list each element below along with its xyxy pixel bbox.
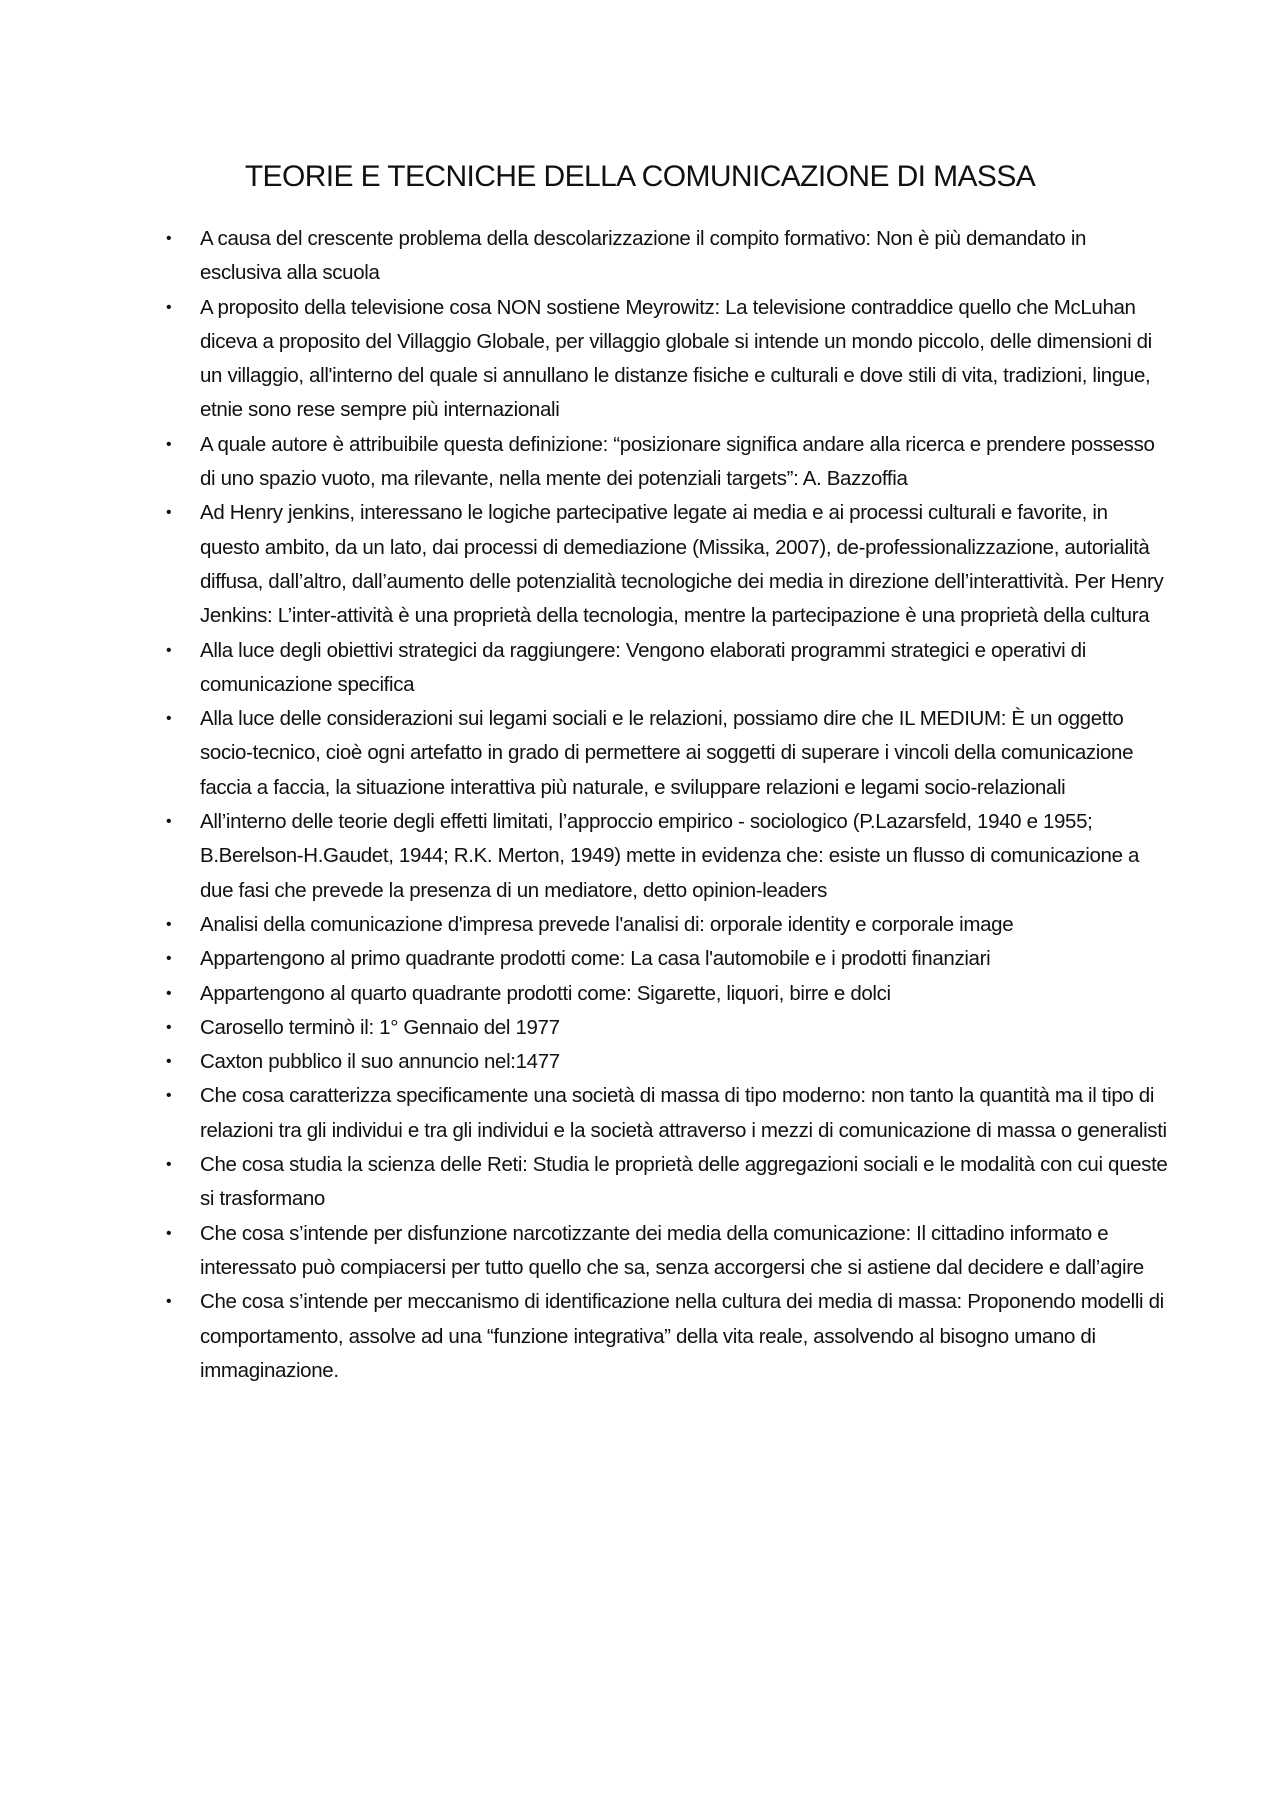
bullet-icon: • — [166, 813, 172, 831]
list-item — [166, 1148, 1170, 1217]
list-item — [166, 1285, 1170, 1388]
list-item-text: Che cosa studia la scienza delle Reti: Studia le proprietà delle aggregazioni sociali e le modalità con cui queste si trasformano — [200, 1153, 1168, 1211]
bullet-icon: • — [166, 1293, 172, 1311]
bullet-icon: • — [166, 950, 172, 968]
bullet-icon: • — [166, 504, 172, 522]
list-item — [166, 1079, 1170, 1148]
bullet-icon: • — [166, 435, 172, 453]
list-item-text: A causa del crescente problema della descolarizzazione il compito formativo: Non è più demandato in esclusiva alla scuola — [200, 227, 1087, 285]
bullet-icon: • — [166, 1224, 172, 1242]
list-item-text: Ad Henry jenkins, interessano le logiche partecipative legate ai media e ai processi culturali e favorite, in questo ambito, da un lato, dai processi di demediazione (Missika, 2007), de-professionalizzazione, autorialità diffusa, dall’altro, dall’aumento delle potenzialità tecnologiche dei media in direzione dell’interattività. Per Henry Jenkins: L’inter-attività è una proprietà della tecnologia, mentre la partecipazione è una proprietà della cultura — [200, 501, 1164, 628]
list-item — [166, 1011, 1170, 1045]
list-item — [166, 1217, 1170, 1286]
document-title: TEORIE E TECNICHE DELLA COMUNICAZIONE DI MASSA — [244, 160, 1036, 193]
list-item — [166, 805, 1170, 908]
list-item-text: A quale autore è attribuibile questa definizione: “posizionare significa andare alla ricerca e prendere possesso di uno spazio vuoto, ma rilevante, nella mente dei potenziali targets”: A. Bazzoffia — [200, 432, 1155, 491]
bullet-icon: • — [166, 641, 172, 659]
list-item — [166, 634, 1170, 703]
bullet-icon: • — [166, 298, 172, 316]
list-item-text: Che cosa s’intende per disfunzione narcotizzante dei media della comunicazione: Il cittadino informato e interessato può compiacersi per tutto quello che sa, senza accorgersi che si astiene dal decidere e dall’agire — [200, 1221, 1144, 1279]
list-item-text: Analisi della comunicazione d'impresa prevede l'analisi di: orporale identity e corporale image — [200, 912, 1014, 936]
list-item — [166, 702, 1170, 805]
list-item-text: Caxton pubblico il suo annuncio nel:1477 — [200, 1050, 560, 1074]
list-item — [166, 942, 1170, 976]
list-item — [166, 291, 1170, 428]
bullet-icon: • — [166, 1018, 172, 1036]
bullet-icon: • — [166, 1156, 172, 1174]
list-item-text: Carosello terminò il: 1° Gennaio del 1977 — [200, 1015, 560, 1039]
bullet-icon: • — [166, 1053, 172, 1071]
list-item-text: Appartengono al quarto quadrante prodotti come: Sigarette, liquori, birre e dolci — [200, 981, 891, 1005]
bullet-icon: • — [166, 1087, 172, 1105]
list-item — [166, 496, 1170, 633]
list-item — [166, 908, 1170, 942]
list-item-text: A proposito della televisione cosa NON sostiene Meyrowitz: La televisione contraddice quello che McLuhan diceva a proposito del Villaggio Globale, per villaggio globale si intende un mondo piccolo, delle dimensioni di un villaggio, all'interno del quale si annullano le distanze fisiche e culturali e dove stili di vita, tradizioni, lingue, etnie sono rese sempre più internazionali — [200, 295, 1152, 422]
bullet-icon: • — [166, 710, 172, 728]
list-item-text: Alla luce degli obiettivi strategici da raggiungere: Vengono elaborati programmi strategici e operativi di comunicazione specifica — [200, 638, 1086, 696]
list-item — [166, 1045, 1170, 1079]
list-item — [166, 222, 1170, 291]
list-item-text: Alla luce delle considerazioni sui legami sociali e le relazioni, possiamo dire che IL MEDIUM: È un oggetto socio-tecnico, cioè ogni artefatto in grado di permettere ai soggetti di superare i vincoli della comunicazione faccia a faccia, la situazione interattiva più naturale, e sviluppare relazioni e legami socio-relazionali — [200, 707, 1134, 799]
question-list — [166, 222, 1170, 1388]
bullet-icon: • — [166, 230, 172, 247]
list-item-text: Appartengono al primo quadrante prodotti come: La casa l'automobile e i prodotti finanziari — [200, 947, 991, 971]
bullet-icon: • — [166, 984, 172, 1002]
list-item-text: All’interno delle teorie degli effetti limitati, l’approccio empirico - sociologico (P.Lazarsfeld, 1940 e 1955; B.Berelson-H.Gaudet, 1944; R.K. Merton, 1949) mette in evidenza che: esiste un flusso di comunicazione a due fasi che prevede la presenza di un mediatore, detto opinion-leaders — [200, 810, 1140, 902]
list-item — [166, 428, 1170, 497]
list-item — [166, 977, 1170, 1011]
list-item-text: Che cosa s’intende per meccanismo di identificazione nella cultura dei media di massa: Proponendo modelli di comportamento, assolve ad una “funzione integrativa” della vita reale, assolvendo al bisogno umano di immaginazione. — [200, 1290, 1164, 1382]
list-item-text: Che cosa caratterizza specificamente una società di massa di tipo moderno: non tanto la quantità ma il tipo di relazioni tra gli individui e tra gli individui e la società attraverso i mezzi di comunicazione di massa o generalisti — [200, 1084, 1167, 1142]
bullet-icon: • — [166, 915, 172, 933]
